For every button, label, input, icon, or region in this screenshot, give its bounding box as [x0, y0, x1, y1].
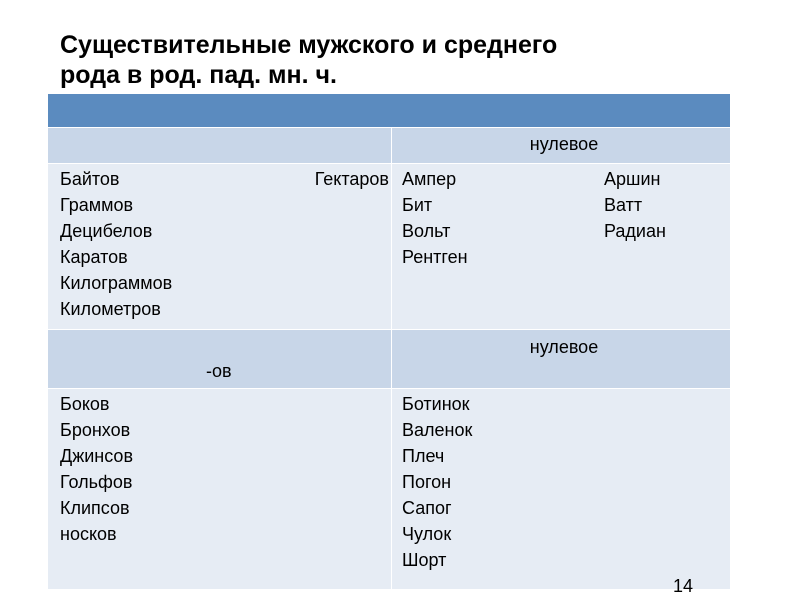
- list-item: Радиан: [604, 221, 666, 241]
- empty-cell: [48, 128, 392, 164]
- list-item: Ампер: [402, 169, 457, 189]
- list-item: Бит: [402, 195, 433, 215]
- slide-number: 14: [672, 576, 693, 596]
- word-list-cell: [48, 389, 392, 590]
- list-item: Боков: [60, 394, 110, 414]
- list-item: Децибелов: [60, 221, 153, 241]
- list-item: Чулок: [402, 524, 452, 544]
- word-pair: [402, 192, 730, 218]
- list-item: Килограммов: [60, 273, 173, 293]
- table-row: [48, 330, 731, 389]
- list-item: Шорт: [402, 550, 447, 570]
- list-item: Валенок: [402, 420, 473, 440]
- list-item: Джинсов: [60, 446, 134, 466]
- endings-table: [47, 93, 731, 590]
- ending-label: нулевое: [529, 337, 599, 357]
- list-item: Бронхов: [60, 420, 131, 440]
- list-item: Гольфов: [60, 472, 133, 492]
- list-item: Рентген: [402, 247, 468, 267]
- title-line-1: Существительные мужского и среднего: [60, 31, 558, 59]
- list-item: Вольт: [402, 221, 451, 241]
- list-item: Плеч: [402, 446, 445, 466]
- word-pair: [402, 166, 730, 192]
- ending-cell-ov: [48, 330, 392, 389]
- list-item: носков: [60, 524, 117, 544]
- list-item: Клипсов: [60, 498, 130, 518]
- word-list-cell: [392, 389, 731, 590]
- table-row: [48, 128, 731, 164]
- header-cell: [48, 94, 731, 128]
- table-header-row: [48, 94, 731, 128]
- list-item: Километров: [60, 299, 161, 319]
- list-item: Байтов: [60, 169, 120, 189]
- word-list-cell: [392, 164, 731, 330]
- ending-label: -ов: [206, 361, 232, 381]
- list-item: Каратов: [60, 247, 128, 267]
- page-title: [60, 30, 760, 90]
- ending-cell-zero: [392, 128, 731, 164]
- word-pair: [402, 244, 730, 270]
- ending-cell-zero: [392, 330, 731, 389]
- list-item: Погон: [402, 472, 452, 492]
- word-pair: [402, 218, 730, 244]
- list-item: Гектаров: [314, 169, 389, 189]
- list-item: Аршин: [604, 169, 661, 189]
- title-line-2: рода в род. пад. мн. ч.: [60, 61, 337, 89]
- table-row: [48, 389, 731, 590]
- word-list: [392, 389, 730, 573]
- table-row: [48, 164, 731, 330]
- list-item: Ватт: [604, 195, 643, 215]
- list-item: Граммов: [60, 195, 134, 215]
- word-list: [392, 164, 730, 270]
- list-item: Ботинок: [402, 394, 470, 414]
- word-list-cell: [48, 164, 392, 330]
- list-item: [604, 244, 678, 270]
- word-list: [48, 389, 391, 547]
- ending-label: нулевое: [529, 134, 599, 154]
- list-item: Сапог: [402, 498, 452, 518]
